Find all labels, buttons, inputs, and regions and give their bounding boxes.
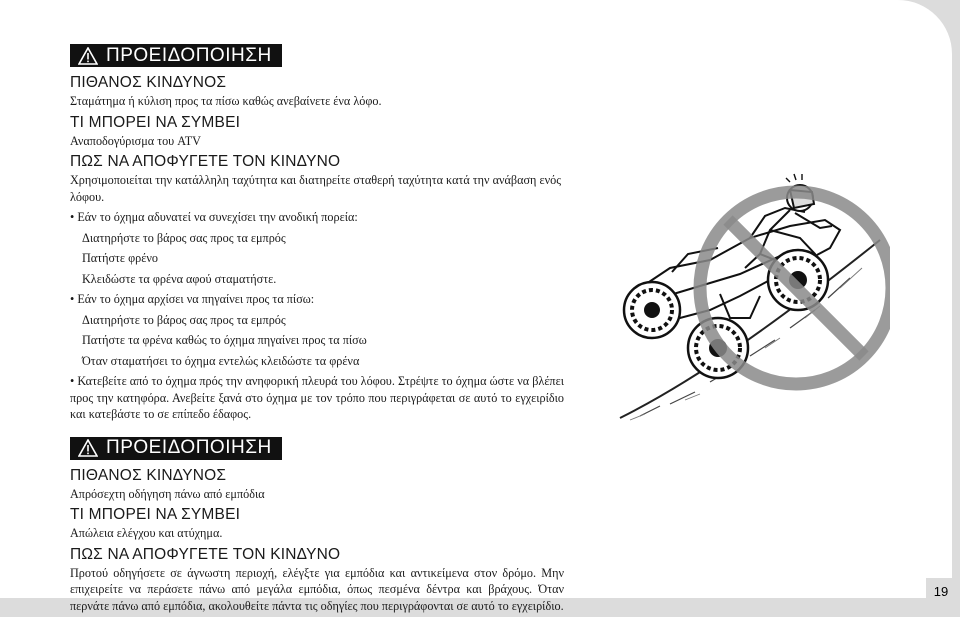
list-item: Διατηρήστε το βάρος σας προς τα εμπρός (82, 230, 286, 245)
avoid-heading: ΠΩΣ ΝΑ ΑΠΟΦΥΓΕΤΕ ΤΟΝ ΚΙΝΔΥΝΟ (70, 153, 341, 170)
warning-title: ΠΡΟΕΙΔΟΠΟΙΗΣΗ (106, 437, 272, 458)
atv-front-wheel (768, 250, 828, 310)
warning-title: ΠΡΟΕΙΔΟΠΟΙΗΣΗ (106, 44, 272, 66)
list-item: Πατήστε φρένο (82, 251, 158, 265)
avoid-text: Χρησιμοποιείται την κατάλληλη ταχύτητα και διατηρείτε σταθερή ταχύτητα κατά την ανάβαση ενός λόφου. (70, 173, 562, 204)
list-item: Όταν σταματήσει το όχημα εντελώς κλειδώστε τα φρένα (82, 353, 360, 368)
page-content (70, 44, 564, 617)
avoid-text: Προτού οδηγήσετε σε άγνωστη περιοχή, ελέγξτε για εμπόδια και αντικείμενα στον δρόμο. Μην επιχειρείτε να περάσετε πάνω από μεγάλα εμπόδια, όπως πεσμένα δέντρα και βράχους. Όταν περνάτε πάνω από εμπόδια, ακολουθείτε πάντα τις οδηγίες που περιγράφονται σε αυτό το εγχειρίδιο. (70, 565, 564, 613)
warning-banner (70, 44, 282, 67)
bullet-rolling-back: • Εάν το όχημα αρχίσει να πηγαίνει προς τα πίσω: (70, 292, 315, 306)
result-heading: ΤΙ ΜΠΟΡΕΙ ΝΑ ΣΥΜΒΕΙ (70, 506, 241, 523)
danger-heading: ΠΙΘΑΝΟΣ ΚΙΝΔΥΝΟΣ (70, 466, 227, 484)
bullet-dismount: • Κατεβείτε από το όχημα πρός την ανηφορική πλευρά του λόφου. Στρέψτε το όχημα ώστε να βλέπει προς την κατηφόρα. Ανεβείτε ξανά στο όχημα με τον τρόπο που περιγράφεται σε αυτό το εγχειρίδιο και κατεβάστε το σε επίπεδο έδαφος. (70, 374, 564, 421)
result-text: Απώλεια ελέγχου και ατύχημα. (70, 526, 223, 540)
warning-banner (70, 437, 282, 460)
warning-block-obstacles (70, 437, 564, 615)
warning-triangle-icon (78, 47, 98, 65)
danger-text: Σταμάτημα ή κύλιση προς τα πίσω καθώς ανεβαίνετε ένα λόφο. (70, 94, 382, 108)
result-heading: ΤΙ ΜΠΟΡΕΙ ΝΑ ΣΥΜΒΕΙ (70, 113, 241, 131)
atv-hill-prohibited-illustration (600, 168, 890, 428)
warning-block-hill (70, 44, 564, 423)
warning-triangle-icon (78, 439, 98, 457)
page-number: 19 (933, 584, 949, 599)
list-item: Πατήστε τα φρένα καθώς το όχημα πηγαίνει προς τα πίσω (82, 333, 367, 347)
bullet-stalled: • Εάν το όχημα αδυνατεί να συνεχίσει την ανοδική πορεία: (70, 210, 358, 224)
danger-heading: ΠΙΘΑΝΟΣ ΚΙΝΔΥΝΟΣ (70, 74, 227, 91)
atv-vehicle (624, 174, 840, 378)
list-item: Διατηρήστε το βάρος σας προς τα εμπρός (82, 312, 286, 327)
result-text: Αναποδογύρισμα του ATV (70, 133, 201, 148)
list-item: Κλειδώστε τα φρένα αφού σταματήστε. (82, 271, 277, 286)
avoid-heading: ΠΩΣ ΝΑ ΑΠΟΦΥΓΕΤΕ ΤΟΝ ΚΙΝΔΥΝΟ (70, 545, 341, 563)
danger-text: Απρόσεχτη οδήγηση πάνω από εμπόδια (70, 486, 265, 501)
atv-rear-wheel (624, 282, 680, 338)
